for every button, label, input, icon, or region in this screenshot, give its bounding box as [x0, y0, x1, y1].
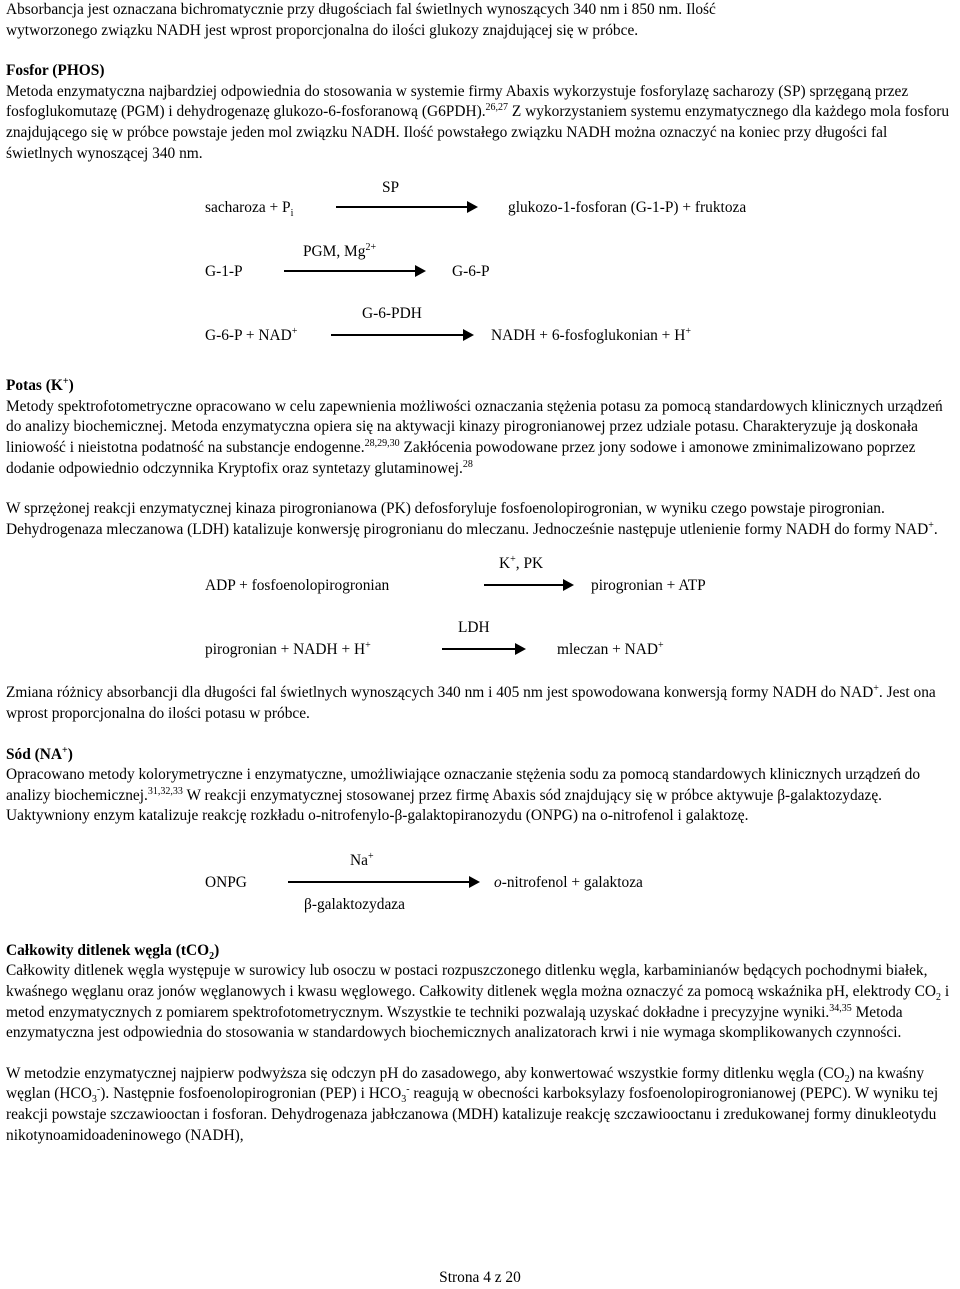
- tco2-paragraph-2: W metodzie enzymatycznej najpierw podwyższa się odczyn pH do zasadowego, aby konwertować wszystkie formy ditlenku węgla $(CO_2)$ na kwaśny węglan $(HCO_3^-)$. Następnie fosfoenolopirogronian (PEP) i $HCO_3^-$ reagują w obecności karboksylazy fosfoenolopirogronianowej (PEPC). W wyniku tej reakcji powstaje szczawiooctan i fosforan. Dehydrogenaza jabłczanowa (MDH) katalizuje reakcję szczawiooctanu i zredukowanej formy dinukleotydu nikotynoamidoadeninowego (NADH),: [6, 1064, 939, 1144]
- potas-reaction-scheme: [6, 540, 954, 683]
- sod-paragraph: Opracowano metody kolorymetryczne i enzymatyczne, umożliwiające oznaczanie stężenia sodu za pomocą standardowych klinicznych urządzeń do analizy biochemicznej.$^{31,32,33}$ W reakcji enzymatycznej stosowanej przez firmę Abaxis sód znajdujący się w próbce aktywuje β-galaktozydazę. Uaktywniony enzym katalizuje reakcję rozkładu o-nitrofenylo-β-galaktopiranozydu (ONPG) na o-nitrofenol i galaktozę.: [6, 766, 921, 825]
- reaction1-right: glukozo-1-fosforan (G-1-P) + fruktoza: [508, 199, 747, 217]
- reaction1-left: sacharoza + $P_i$: [205, 199, 294, 220]
- potas-heading: Potas (K+): [6, 376, 74, 395]
- potas-reaction1-left: ADP + fosfoenolopirogronian: [205, 577, 390, 595]
- sod-heading: Sód (NA+): [6, 744, 73, 763]
- sod-arrow: [288, 881, 478, 883]
- sod-left: ONPG: [205, 873, 247, 891]
- reaction1-enzyme: SP: [382, 179, 400, 197]
- reaction2-arrow: [284, 270, 424, 272]
- potas-reaction2-right: mleczan + NAD+: [557, 640, 664, 659]
- intro-line-2: wytworzonego związku NADH jest wprost proporcjonalna do ilości glukozy znajdującej się w próbce.: [6, 21, 639, 39]
- phos-ref: 26,27: [485, 102, 509, 114]
- phos-reaction-scheme: [6, 164, 954, 376]
- sod-enzyme-top: Na+: [350, 850, 374, 869]
- intro-paragraph: [6, 0, 954, 41]
- document-page: [6, 0, 954, 1146]
- tco2-heading: Całkowity ditlenek węgla (tCO$_2$): [6, 941, 220, 962]
- page-footer: Strona 4 z 20: [439, 1269, 521, 1286]
- sod-ref: 31,32,33: [147, 785, 183, 797]
- sod-reaction-scheme: [6, 827, 954, 941]
- sod-enzyme-bottom: β-galaktozydaza: [304, 895, 405, 913]
- reaction1-arrow: [336, 206, 476, 208]
- potas-paragraph: Metody spektrofotometryczne opracowano w celu zapewnienia możliwości oznaczania stężenia potasu za pomocą standardowych klinicznych urządzeń do analizy biochemicznej. Metoda enzymatyczna opiera się na aktywacji kinazy pirogronianowej przez udziale potasu. Charakteryzuje ją doskonała liniowość i nieistotna podatność na substancje endogenne.$^{28,29,30}$ Zakłócenia powodowane przez jony sodowe i amonowe zminimalizowano poprzez dodanie odpowiednio odczynnika Kryptofix oraz syntetazy glutaminowej.$^{28}$: [6, 397, 943, 477]
- potas-reaction2-left: pirogronian + NADH + H+: [205, 640, 371, 659]
- phos-paragraph: Metoda enzymatyczna najbardziej odpowiednia do stosowania w systemie firmy Abaxis wykorzystuje fosforylazę sacharozy (SP) sprzęganą przez fosfoglukomutazę (PGM) i dehydrogenazę glukozo-6-fosforanową (G6PDH).$^{26,27}$ Z wykorzystaniem systemu enzymatycznego dla każdego mola fosforu znajdującego się w próbce powstaje jeden mol związku NADH. Ilość powstałego związku NADH można oznaczyć na koniec przy długości fal świetlnych wynoszącej 340 nm.: [6, 82, 950, 162]
- potas-reaction1-right: pirogronian + ATP: [591, 577, 706, 595]
- tco2-paragraph: Całkowity ditlenek węgla występuje w surowicy lub osoczu w postaci rozpuszczonego ditlenku węgla, karbaminianów będących pochodnymi białek, kwaśnego węglanu oraz jonów węglanowych i kwasu węglowego. Całkowity ditlenek węgla można oznaczyć za pomocą wskaźnika pH, elektrody $CO_2$ i metod enzymatycznych z pomiarem spektrofotometrycznym. Wszystkie te techniki pozwalają uzyskać dokładne i precyzyjne wyniki.$^{34,35}$ Metoda enzymatyczna jest odpowiednia do stosowania w standardowych biochemicznych analizatorach krwi i nie wymaga skomplikowanych czynności.: [6, 962, 950, 1042]
- potas-reaction2-enzyme: LDH: [458, 619, 490, 637]
- potas-paragraph-2: W sprzężonej reakcji enzymatycznej kinaza pirogronianowa (PK) defosforyluje fosfoenolopirogronian, w wyniku czego powstaje pirogronian. Dehydrogenaza mleczanowa (LDH) katalizuje konwersję pirogronianu do mleczanu. Jednocześnie następuje utlenienie formy NADH do formy NAD+.: [6, 500, 938, 538]
- potas-paragraph-3: Zmiana różnicy absorbancji dla długości fal świetlnych wynoszących 340 nm i 405 nm jest spowodowana konwersją formy NADH do NAD+. Jest ona wprost proporcjonalna do ilości potasu w próbce.: [6, 683, 936, 722]
- potas-ref1: 28,29,30: [364, 437, 400, 449]
- reaction3-right: NADH + 6-fosfoglukonian + H+: [491, 326, 691, 345]
- reaction3-left: G-6-P + NAD+: [205, 326, 298, 345]
- potas-ref2: 28: [462, 458, 473, 470]
- potas-reaction1-arrow: [484, 584, 572, 586]
- sod-right: o-nitrofenol + galaktoza: [494, 873, 643, 891]
- potas-reaction2-arrow: [442, 648, 524, 650]
- reaction2-left: G-1-P: [205, 263, 243, 281]
- tco2-ref: 34,35: [829, 1002, 852, 1014]
- reaction3-arrow: [331, 334, 472, 336]
- phos-heading: Fosfor (PHOS): [6, 62, 105, 80]
- intro-line-1: Absorbancja jest oznaczana bichromatycznie przy długościach fal świetlnych wynoszących 340 nm i 850 nm. Ilość: [6, 1, 716, 18]
- reaction3-enzyme: G-6-PDH: [362, 305, 422, 323]
- reaction2-enzyme: PGM, $Mg^{2+}$: [303, 242, 377, 261]
- potas-reaction1-enzyme: K+, PK: [499, 554, 544, 573]
- reaction2-right: G-6-P: [452, 263, 490, 281]
